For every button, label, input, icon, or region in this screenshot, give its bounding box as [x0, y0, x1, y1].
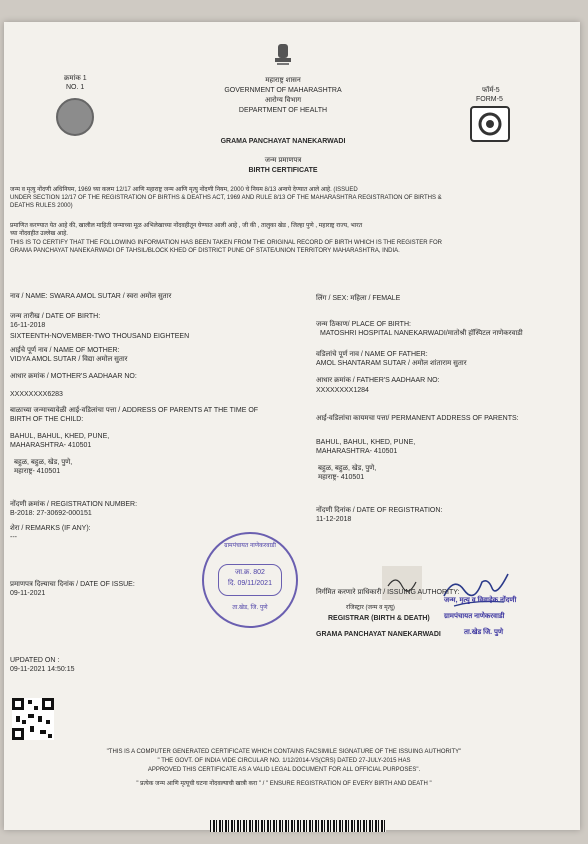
remarks-value: ---	[10, 534, 17, 541]
footer-note-1: "THIS IS A COMPUTER GENERATED CERTIFICATE WHICH CONTAINS FACSIMILE SIGNATURE OF THE ISSUING AUTHORITY"	[106, 749, 462, 755]
father-aadhaar-value: XXXXXXXX1284	[316, 387, 369, 394]
qr-code-image	[12, 698, 54, 740]
intro-line-6: THIS IS TO CERTIFY THAT THE FOLLOWING INFORMATION HAS BEEN TAKEN FROM THE ORIGINAL RECORD OF BIRTH WHICH IS THE REGISTER FOR	[10, 240, 442, 246]
footer-note-2: " THE GOVT. OF INDIA VIDE CIRCULAR NO. 1/12/2014-VS(CRS) DATED 27-JULY-2015 HAS	[157, 758, 411, 764]
intro-line-2: UNDER SECTION 12/17 OF THE REGISTRATION OF BIRTHS & DEATHS ACT, 1969 AND RULE 8/13 OF THE MAHARASHTRA REGISTRATION OF BIRTHS &	[10, 195, 442, 201]
pob-label: जन्म ठिकाण/ PLACE OF BIRTH:	[316, 321, 411, 328]
addr-birth-line-1: BAHUL, BAHUL, KHED, PUNE,	[10, 433, 110, 440]
birth-certificate-page	[4, 22, 580, 830]
issue-date-label: प्रमाणपत्र दिल्याचा दिनांक / DATE OF ISSUE:	[10, 581, 135, 588]
stamp-inner-box	[218, 564, 282, 596]
mother-value: VIDYA AMOL SUTAR / विद्या अमोल सुतार	[10, 356, 128, 363]
addr-perm-marathi-2: महाराष्ट्र- 410501	[318, 474, 365, 481]
office-round-stamp	[202, 532, 298, 628]
addr-birth-label-1: बाळाच्या जन्माच्यावेळी आई-वडिलांचा पत्ता / ADDRESS OF PARENTS AT THE TIME OF	[10, 407, 259, 414]
updated-value: 09-11-2021 14:50:15	[10, 666, 75, 673]
form-english: FORM-5	[476, 96, 503, 103]
child-sex: लिंग / SEX: महिला / FEMALE	[316, 295, 401, 302]
authority-marathi: रजिस्ट्रार (जन्म व मृत्यु)	[346, 605, 395, 611]
reg-date-label: नोंदणी दिनांक / DATE OF REGISTRATION:	[316, 507, 443, 514]
stamp-top-text: ग्रामपंचायत नाणेकरवाडी	[224, 543, 276, 549]
pob-value: MATOSHRI HOSPITAL NANEKARWADI/मातोश्री हॉस्पिटल नाणेकरवाडी	[320, 330, 523, 337]
addr-birth-label-2: BIRTH OF THE CHILD:	[10, 416, 84, 423]
intro-line-7: GRAMA PANCHAYAT NANEKARWADI OF TAHSIL/BLOCK KHED OF DISTRICT PUNE OF STATE/UNION TERRITORY MAHARASHTRA, INDIA.	[10, 248, 400, 254]
national-emblem-icon	[272, 42, 294, 70]
issue-date-value: 09-11-2021	[10, 590, 46, 597]
intro-line-4: प्रमाणित करण्यात येत आहे की, खालील माहिती जन्माच्या मूळ अभिलेखाच्या नोंदवहीतून घेण्यात आली आहे , जी की , तालुका खेड , जिल्हा पुणे , महाराष्ट्र राज्य, भारत	[10, 223, 363, 229]
remarks-label: शेरा / REMARKS (IF ANY):	[10, 525, 91, 532]
addr-birth-marathi-2: महाराष्ट्र- 410501	[14, 468, 61, 475]
father-aadhaar-label: आधार क्रमांक / FATHER'S AADHAAR NO:	[316, 377, 440, 384]
govt-marathi: महाराष्ट्र शासन	[265, 77, 301, 84]
father-value: AMOL SHANTARAM SUTAR / अमोल शांताराम सुतार	[316, 360, 467, 367]
cert-title-english: BIRTH CERTIFICATE	[248, 167, 318, 174]
barcode-image	[210, 820, 386, 832]
authority-office: GRAMA PANCHAYAT NANEKARWADI	[316, 631, 441, 638]
reg-date-value: 11-12-2018	[316, 516, 352, 523]
addr-perm-label: आई-वडिलांचा कायमचा पत्ता/ PERMANENT ADDRESS OF PARENTS:	[316, 415, 519, 422]
health-logo-icon	[56, 98, 94, 136]
footer-note-3: APPROVED THIS CERTIFICATE AS A VALID LEGAL DOCUMENT FOR ALL OFFICIAL PURPOSES".	[147, 767, 421, 773]
stamp-bottom-text: ता.खेड, जि. पुणे	[232, 605, 268, 611]
footer-note-4: " प्रत्येक जन्म आणि मृत्यूची घटना नोंदवल्याची खात्री करा " / " ENSURE REGISTRATION OF EVERY BIRTH AND DEATH "	[136, 781, 432, 787]
reg-no-label: नोंदणी क्रमांक / REGISTRATION NUMBER:	[10, 501, 138, 508]
child-name: नाव / NAME: SWARA AMOL SUTAR / स्वरा अमोल सुतार	[10, 293, 172, 300]
dob-value: 16-11-2018	[10, 322, 46, 329]
serial-marathi: क्रमांक 1	[64, 75, 87, 82]
mother-aadhaar-value: XXXXXXXX6283	[10, 391, 63, 398]
father-label: वडिलांचे पूर्ण नाव / NAME OF FATHER:	[316, 351, 428, 358]
official-stamp-line-1: जन्म, मृत्यु व विवाहेक नोंदणी	[444, 597, 517, 604]
intro-line-5: च्या नोंदवहीत उल्लेख आहे.	[10, 231, 68, 237]
addr-perm-line-2: MAHARASHTRA- 410501	[316, 448, 398, 455]
govt-english: GOVERNMENT OF MAHARASHTRA	[224, 87, 342, 94]
addr-birth-line-2: MAHARASHTRA- 410501	[10, 442, 92, 449]
mother-label: आईचे पूर्ण नाव / NAME OF MOTHER:	[10, 347, 120, 354]
dept-english: DEPARTMENT OF HEALTH	[238, 107, 328, 114]
updated-label: UPDATED ON :	[10, 657, 60, 664]
cert-title-marathi: जन्म प्रमाणपत्र	[264, 157, 302, 164]
dob-words: SIXTEENTH-NOVEMBER-TWO THOUSAND EIGHTEEN	[10, 333, 190, 340]
addr-perm-marathi-1: बहुळ, बहुळ, खेड, पुणे,	[318, 465, 377, 472]
registration-logo-icon	[470, 106, 510, 142]
official-stamp-line-2: ग्रामपंचायत नाणेकरवाडी	[444, 613, 505, 620]
addr-birth-marathi-1: बहुळ, बहुळ, खेड, पुणे,	[14, 459, 73, 466]
intro-line-3: DEATHS RULES 2000)	[10, 203, 73, 209]
form-marathi: फॉर्म-5	[482, 87, 500, 94]
intro-line-1: जन्म व मृत्यु नोंदणी अधिनियम, 1969 च्या कलम 12/17 आणि महाराष्ट्र जन्म आणि मृत्यु नोंदणी नियम, 2000 चे नियम 8/13 अन्वये देण्यात आले आहे. (ISSUED	[10, 187, 358, 193]
stamp-date: दि. 09/11/2021	[228, 580, 272, 587]
mother-aadhaar-label: आधार क्रमांक / MOTHER'S AADHAAR NO:	[10, 373, 137, 380]
official-stamp-line-3: ता.खेड जि. पुणे	[464, 629, 504, 636]
serial-english: NO. 1	[66, 84, 85, 91]
authority-english: REGISTRAR (BIRTH & DEATH)	[328, 615, 430, 622]
addr-perm-line-1: BAHUL, BAHUL, KHED, PUNE,	[316, 439, 416, 446]
office-name: GRAMA PANCHAYAT NANEKARWADI	[220, 138, 346, 145]
issuing-authority-label: निर्गमित करणारे प्राधिकारी / ISSUING AUTHORITY:	[316, 589, 460, 596]
reg-no-value: B-2018: 27-30692-000151	[10, 510, 92, 517]
stamp-number: जा.क्र. 802	[235, 569, 265, 576]
dept-marathi: आरोग्य विभाग	[264, 97, 302, 104]
dob-label: जन्म तारीख / DATE OF BIRTH:	[10, 313, 101, 320]
